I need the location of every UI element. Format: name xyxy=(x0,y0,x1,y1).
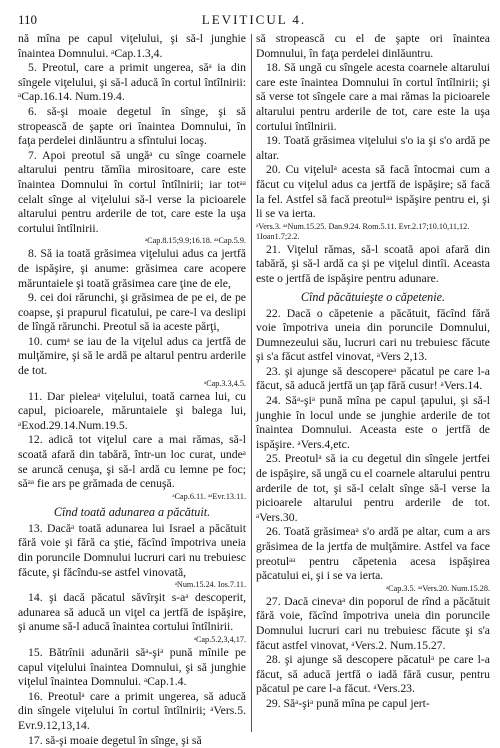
verse: 18. Să ungă cu sîngele acesta coarnele altarului care este înaintea Domnului în cortul întîlnirii; şi să verse tot sîngele care a mai rămas la picioarele altarului pentru arderile de tot, care este la uşa cortului întîlnirii. xyxy=(256,61,490,133)
verse: 25. Preotulᵃ să ia cu degetul din sîngele jertfei de ispăşire, să ungă cu el coarnele altarului pentru arderile de tot, şi să-l celalt sînge să-l verse la picioarele altarului pentru arderile de tot. ᵃVers.30. xyxy=(256,452,490,524)
left-column xyxy=(18,32,246,747)
verse: 11. Dar pieleaᵃ viţelului, toată carnea lui, cu capul, picioarele, măruntaiele şi balega lui, ᵃExod.29.14.Num.19.5. xyxy=(18,389,246,432)
verse: 14. şi dacă păcatul săvîrşit s-aᵃ descoperit, adunarea să aducă un viţel ca jertfă de ispăşire, şi anume să-l aducă înaintea cortului întîlnirii. xyxy=(18,591,246,634)
verse: 13. Dacăᵃ toată adunarea lui Israel a păcătuit fără voie şi fără ca ştie, făcînd împotriva uneia din poruncile Domnului lucruri cari nu trebuiesc făcute, şi făcîndu-se astfel vinovată, xyxy=(18,521,246,579)
verse: 17. să-şi moaie degetul în sînge, şi să xyxy=(28,733,202,747)
verse: 26. Toată grăsimeaᵃ s'o ardă pe altar, cum a ars grăsimea de la jertfa de mulţămire. Astfel va face preotulᵃᵃ pentru căpetenia acesa ispăşirea păcatului ei, şi i se va ierta. xyxy=(256,525,490,583)
section-heading: Cînd toată adunarea a păcătuit. xyxy=(53,504,211,519)
page-header xyxy=(18,12,490,28)
cross-reference: ᵃCap.5.2,3,4,17. xyxy=(193,634,246,644)
verse: 19. Toată grăsimea viţelului s'o ia şi s'o ardă pe altar. xyxy=(256,134,490,162)
cross-reference: ᵃCap.8.15;9.9;16.18. ᵃᵃCap.5.9. xyxy=(144,236,246,246)
section-heading: Cînd păcătuieşte o căpetenie. xyxy=(300,289,446,304)
verse: 9. cei doi rărunchi, şi grăsimea de pe ei, de pe coapse, şi prapurul ficatului, pe care-l va deslipi de lîngă rărunchi. Preotul să ia aceste părţi, xyxy=(18,291,246,334)
cross-reference: ᵃCap.3.5. ᵃᵃVers.20. Num.15.28. xyxy=(385,583,490,593)
page-number: 110 xyxy=(18,12,38,27)
cross-reference: ᵃCap.6.11. ᵃᵃEvr.13.11. xyxy=(172,491,246,501)
verse: 22. Dacă o căpetenie a păcătuit, făcînd fără voie împotriva uneia din poruncile Domnului, Dumnezeului său, lucruri cari nu trebuiesc făcute şi s'a făcut astfel vinovat, ᵃVers 2,13. xyxy=(256,306,490,364)
verse: 27. Dacă cinevaᵃ din poporul de rînd a păcătuit fără voie, făcînd împotriva uneia din poruncile Domnului lucruri cari nu trebuiesc făcute şi s'a făcut astfel vinovat, ᵃVers.2. Num.15.27. xyxy=(256,594,490,652)
right-column xyxy=(256,32,490,736)
verse: 8. Să ia toată grăsimea viţelului adus ca jertfă de ispăşire, şi anume: grăsimea care acopere măruntaiele şi toată grăsimea care ţine de ele, xyxy=(18,247,246,290)
verse: 6. să-şi moaie degetul în sînge, şi să stropească de şapte ori înaintea Domnului, în faţa perdelei dinlăuntru a sfîntului locaş. xyxy=(18,104,246,148)
verse: 24. Săᵃ-şiᵃ pună mîna pe capul ţapului, şi să-l junghie în locul unde se junghie arderile de tot înaintea Domnului. Aceasta este o jertfă de ispăşire. ᵃVers.4,etc. xyxy=(256,394,490,451)
cross-reference: ᵃVers.3. ᵃᵃNum.15.25. Dan.9.24. Rom.5.11. Evr.2.17;10.10,11,12. 1Ioan1.7;2.2. xyxy=(256,221,470,241)
running-title: LEVITICUL 4. xyxy=(201,12,307,27)
verse: 29. Săᵃ-şiᵃ pună mîna pe capul jert- xyxy=(266,696,430,710)
column-divider xyxy=(251,34,252,732)
verse: 15. Bătrînii adunării săᵃ-şiᵃ pună mînile pe capul viţelului înaintea Domnului, şi să junghie viţelul înaintea Domnului. ᵃCap.1.4. xyxy=(18,645,246,689)
verse: 23. şi ajunge să descopereᵃ păcatul pe care l-a făcut, să aducă jertfă un ţap fără cusur! ᵃVers.14. xyxy=(256,364,490,393)
verse: 16. Preotulᵃ care a primit ungerea, să aducă din sîngele viţelului în cortul întîlnirii; ᵃVers.5. Evr.9.12,13,14. xyxy=(18,689,246,732)
verse: 28. şi ajunge să descopere păcatulᵃ pe care l-a făcut, să aducă jertfă o iadă fără cusur, pentru păcatul pe care l-a făcut. ᵃVers.23. xyxy=(256,653,490,696)
verse-continuation: nă mîna pe capul viţelului, şi să-l junghie înaintea Domnului. ᵃCap.1.3,4. xyxy=(18,32,246,60)
verse: 21. Viţelul rămas, să-l scoată apoi afară din tabără, şi să-l ardă ca şi pe viţelul dintîi. Aceasta este o jertfă de ispăşire pentru adunare. xyxy=(256,242,490,285)
cross-reference: ᵃNum.15.24. Ios.7.11. xyxy=(174,580,246,590)
verse-continuation: să stropească cu el de şapte ori înaintea Domnului, în faţa perdelei dinlăuntru. xyxy=(256,32,490,60)
verse: 12. adică tot viţelul care a mai rămas, să-l scoată afară din tabără, într-un loc curat, undeᵃ se aruncă cenuşa, şi să-l ardă cu lemne pe foc; săᵃᵃ fie ars pe grămada de cenuşă. xyxy=(18,433,246,491)
verse: 10. cumᵃ se iau de la viţelul adus ca jertfă de mulţămire, şi să le ardă pe altarul pentru arderile de tot. xyxy=(18,334,246,378)
verse: 7. Apoi preotul să ungăᵃ cu sînge coarnele altarului pentru tămîia mirositoare, care este înaintea Domnului în cortul întîlnirii; iar totᵃᵃ celalt sînge al viţelului să-l verse la picioarele altarului pentru arderile de tot, care este la uşa cortului întîlnirii. xyxy=(18,148,246,235)
verse: 5. Preotul, care a primit ungerea, săᵃ ia din sîngele viţelului, şi să-l aducă în cortul întîlnirii: ᵃCap.16.14. Num.19.4. xyxy=(18,61,246,104)
verse: 20. Cu viţelulᵃ acesta să facă întocmai cum a făcut cu viţelul adus ca jertfă de ispăşire; să facă la fel. Astfel să facă preotulᵃᵃ ispăşire pentru ei, şi li se va ierta. xyxy=(256,163,490,221)
cross-reference: ᵃCap.3.3,4.5. xyxy=(203,378,246,388)
